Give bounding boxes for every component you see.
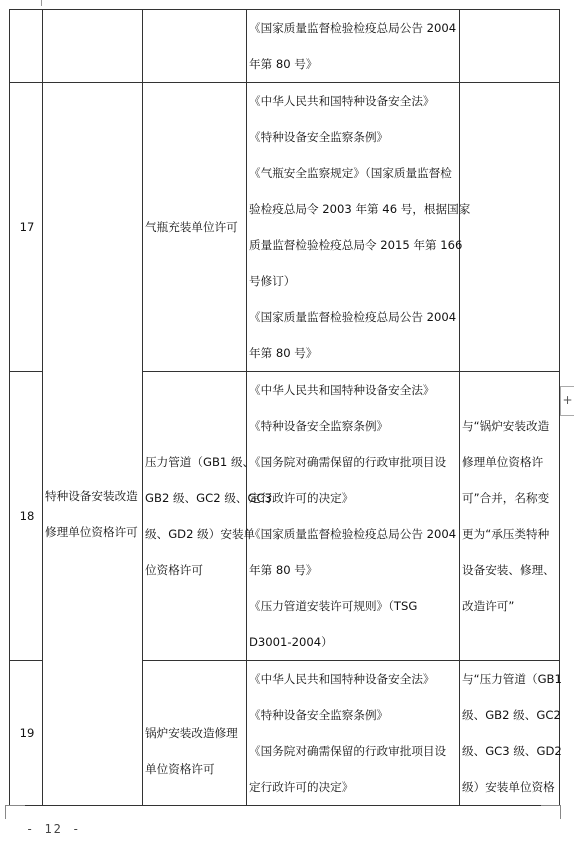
basis-cell (247, 372, 460, 661)
basis-line: 《中华人民共和国特种设备安全法》 (249, 94, 435, 108)
remarks-line: 与“压力管道（GB1 (462, 672, 562, 686)
basis-line: 《压力管道安装许可规则》（TSG (249, 599, 418, 613)
item-cell (143, 10, 247, 83)
crop-mark (5, 0, 42, 6)
basis-line: 《国务院对确需保留的行政审批项目设 (249, 744, 447, 758)
basis-line: 验检疫总局令 2003 年第 46 号，根据国家 (249, 202, 471, 216)
remarks-line: 设备安装、修理、 (462, 563, 555, 577)
basis-line: 《特种设备安全监察条例》 (249, 708, 389, 722)
remarks-line: 更为“承压类特种 (462, 527, 550, 541)
expand-button[interactable]: + (560, 386, 574, 416)
basis-line: 《气瓶安全监察规定》（国家质量监督检 (249, 166, 452, 180)
basis-line: 《中华人民共和国特种设备安全法》 (249, 383, 435, 397)
item-line: 单位资格许可 (145, 762, 215, 776)
table-row (10, 10, 560, 83)
remarks-cell (460, 372, 560, 661)
basis-line: 《特种设备安全监察条例》 (249, 130, 389, 144)
basis-line: 《国家质量监督检验检疫总局公告 2004 (249, 310, 457, 324)
item-line: 锅炉安装改造修理 (145, 726, 238, 740)
row-number: 19 (10, 661, 43, 806)
item-line: 级、GD2 级）安装单 (145, 527, 256, 541)
remarks-cell (460, 661, 560, 806)
remarks-line: 与“锅炉安装改造 (462, 419, 550, 433)
remarks-line: 改造许可” (462, 599, 515, 613)
remarks-line: 可”合并，名称变 (462, 491, 550, 505)
item-cell (143, 83, 247, 372)
table-row (10, 83, 560, 372)
basis-line: 《国务院对确需保留的行政审批项目设 (249, 455, 447, 469)
crop-mark (5, 805, 25, 806)
remarks-line: 级）安装单位资格 (462, 780, 555, 794)
remarks-cell (460, 10, 560, 83)
item-line: GB2 级、GC2 级、GC3 (145, 491, 272, 505)
category-line: 修理单位资格许可 (45, 525, 138, 539)
remarks-line: 级、GB2 级、GC2 (462, 708, 561, 722)
page-number: - 12 - (26, 822, 82, 836)
item-cell (143, 661, 247, 806)
basis-line: 定行政许可的决定》 (249, 491, 354, 505)
basis-line: 号修订） (249, 274, 296, 288)
crop-mark (541, 805, 561, 806)
row-number: 17 (10, 83, 43, 372)
crop-mark (560, 805, 561, 819)
remarks-line: 级、GC3 级、GD2 (462, 744, 562, 758)
basis-cell (247, 10, 460, 83)
remarks-cell (460, 83, 560, 372)
crop-mark (5, 805, 6, 819)
basis-line: 年第 80 号》 (249, 57, 318, 71)
item-cell (143, 372, 272, 661)
basis-line: 年第 80 号》 (249, 346, 318, 360)
remarks-line: 修理单位资格许 (462, 455, 544, 469)
basis-line: 《国家质量监督检验检疫总局公告 2004 (249, 21, 457, 35)
basis-line: 《特种设备安全监察条例》 (249, 419, 389, 433)
row-number (10, 10, 43, 83)
item-line: 位资格许可 (145, 563, 203, 577)
category-cell (43, 83, 143, 806)
item-line: 压力管道（GB1 级、 (145, 455, 255, 469)
basis-line: 《国家质量监督检验检疫总局公告 2004 (249, 527, 457, 541)
category-line: 特种设备安装改造 (45, 489, 138, 503)
basis-line: D3001-2004） (249, 635, 333, 649)
category-cell (43, 10, 143, 83)
basis-line: 定行政许可的决定》 (249, 780, 354, 794)
basis-cell (247, 83, 471, 372)
license-table (9, 9, 560, 806)
item-line: 气瓶充装单位许可 (145, 220, 238, 234)
basis-line: 《中华人民共和国特种设备安全法》 (249, 672, 435, 686)
basis-cell (247, 661, 460, 806)
row-number: 18 (10, 372, 43, 661)
basis-line: 质量监督检验检疫总局令 2015 年第 166 (249, 238, 463, 252)
basis-line: 年第 80 号》 (249, 563, 318, 577)
